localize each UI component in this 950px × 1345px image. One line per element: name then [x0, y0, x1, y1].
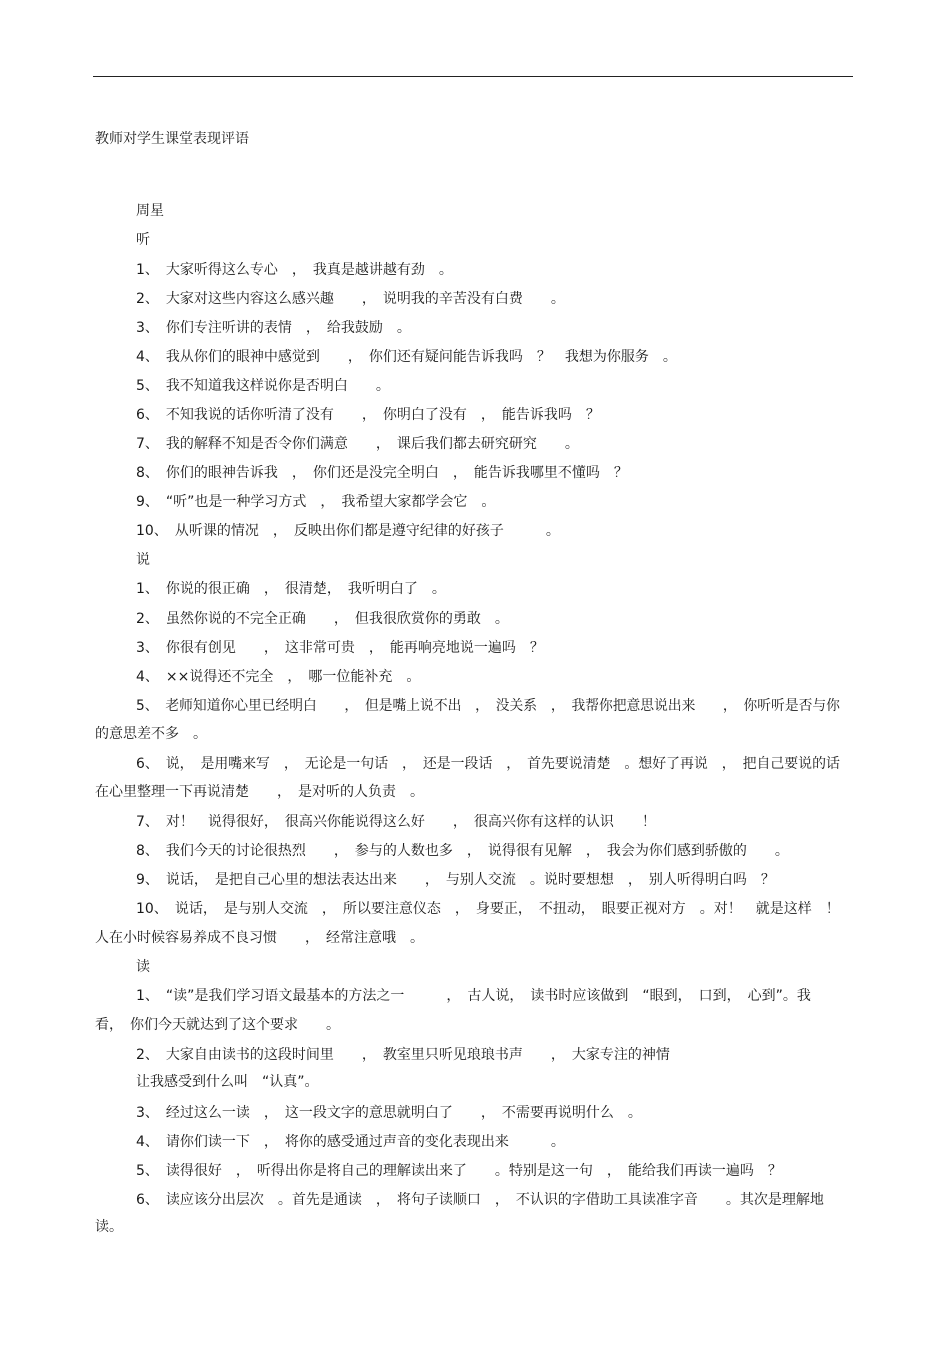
header-rule: [93, 76, 853, 77]
list-item: 3、 经过这么一读 ， 这一段文字的意思就明白了 ， 不需要再说明什么 。: [136, 1105, 642, 1121]
list-item: 1、 你说的很正确 ， 很清楚， 我听明白了 。: [136, 581, 446, 597]
list-item: 6、 读应该分出层次 。首先是通读 ， 将句子读顺口 ， 不认识的字借助工具读准字音 。其次是理解地: [136, 1192, 824, 1208]
list-item: 8、 我们今天的讨论很热烈 ， 参与的人数也多 ， 说得很有见解 ， 我会为你们感到骄傲的 。: [136, 843, 789, 859]
list-item: 6、 说， 是用嘴来写 ， 无论是一句话 ， 还是一段话 ， 首先要说清楚 。想好了再说 ， 把自己要说的话: [136, 756, 840, 772]
list-item: 4、 我从你们的眼神中感觉到 ， 你们还有疑问能告诉我吗 ？ 我想为你服务 。: [136, 349, 677, 365]
list-item: 2、 虽然你说的不完全正确 ， 但我很欣赏你的勇敢 。: [136, 611, 509, 627]
list-item-continuation: 人在小时候容易养成不良习惯 ， 经常注意哦 。: [95, 930, 424, 946]
list-item: 9、 “听”也是一种学习方式 ， 我希望大家都学会它 。: [136, 494, 496, 510]
list-item: 4、 请你们读一下 ， 将你的感受通过声音的变化表现出来 。: [136, 1134, 565, 1150]
list-item: 1、 “读”是我们学习语文最基本的方法之一 ， 古人说， 读书时应该做到 “眼到， 口到， 心到”。我: [136, 988, 811, 1004]
list-item: 9、 说话， 是把自己心里的想法表达出来 ， 与别人交流 。说时要想想 ， 别人听得明白吗 ？: [136, 872, 775, 888]
list-item: 7、 我的解释不知是否令你们满意 ， 课后我们都去研究研究 。: [136, 436, 579, 452]
section-heading-read: 读: [136, 959, 150, 975]
list-item-continuation: 让我感受到什么叫 “认真”。: [136, 1074, 319, 1090]
list-item: 1、 大家听得这么专心 ， 我真是越讲越有劲 。: [136, 262, 453, 278]
list-item-continuation: 读。: [95, 1219, 123, 1235]
author-name: 周星: [136, 203, 164, 219]
list-item-continuation: 的意思差不多 。: [95, 726, 207, 742]
list-item: 2、 大家对这些内容这么感兴趣 ， 说明我的辛苦没有白费 。: [136, 291, 565, 307]
list-item: 3、 你很有创见 ， 这非常可贵 ， 能再响亮地说一遍吗 ？: [136, 640, 544, 656]
list-item: 5、 老师知道你心里已经明白 ， 但是嘴上说不出 ， 没关系 ， 我帮你把意思说出来 ， 你听听是否与你: [136, 698, 840, 714]
list-item: 3、 你们专注听讲的表情 ， 给我鼓励 。: [136, 320, 411, 336]
list-item: 6、 不知我说的话你听清了没有 ， 你明白了没有 ， 能告诉我吗 ？: [136, 407, 600, 423]
list-item: 4、 ××说得还不完全 ， 哪一位能补充 。: [136, 669, 421, 685]
list-item: 5、 我不知道我这样说你是否明白 。: [136, 378, 390, 394]
section-heading-speak: 说: [136, 552, 150, 568]
list-item: 10、 从听课的情况 ， 反映出你们都是遵守纪律的好孩子 。: [136, 523, 560, 539]
list-item: 8、 你们的眼神告诉我 ， 你们还是没完全明白 ， 能告诉我哪里不懂吗 ？: [136, 465, 628, 481]
list-item: 2、 大家自由读书的这段时间里 ， 教室里只听见琅琅书声 ， 大家专注的神情: [136, 1047, 670, 1063]
list-item-continuation: 看， 你们今天就达到了这个要求 。: [95, 1017, 340, 1033]
list-item-continuation: 在心里整理一下再说清楚 ， 是对听的人负责 。: [95, 784, 424, 800]
list-item: 7、 对！ 说得很好， 很高兴你能说得这么好 ， 很高兴你有这样的认识 ！: [136, 814, 656, 830]
document-title: 教师对学生课堂表现评语: [95, 131, 249, 147]
section-heading-listen: 听: [136, 232, 150, 248]
list-item: 10、 说话， 是与别人交流 ， 所以要注意仪态 ， 身要正， 不扭动， 眼要正视对方 。对！ 就是这样 ！: [136, 901, 840, 917]
list-item: 5、 读得很好 ， 听得出你是将自己的理解读出来了 。特别是这一句 ， 能给我们再读一遍吗 ？: [136, 1163, 782, 1179]
